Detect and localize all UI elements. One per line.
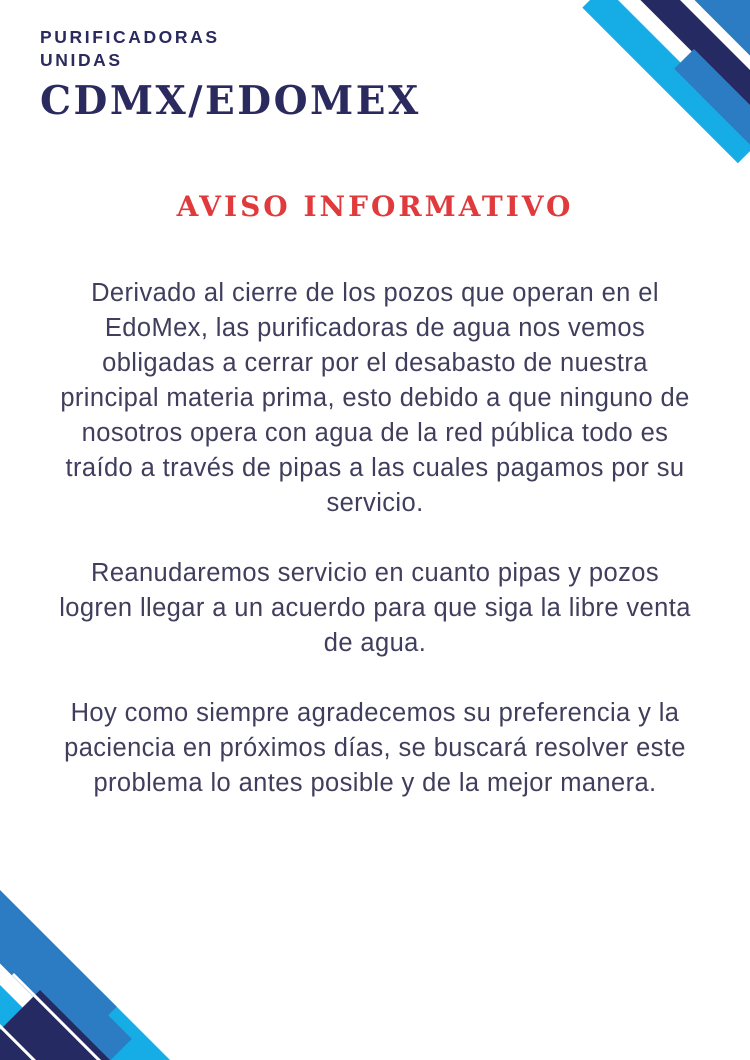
brand-header xyxy=(40,26,421,122)
notice-paragraph: Reanudaremos servicio en cuanto pipas y pozos logren llegar a un acuerdo para que siga la libre venta de agua. xyxy=(59,559,691,657)
notice-paragraph: Hoy como siempre agradecemos su preferencia y la paciencia en próximos días, se buscará resolver este problema lo antes posible y de la mejor manera. xyxy=(64,699,686,797)
brand-region: CDMX/EDOMEX xyxy=(40,78,421,124)
notice-body xyxy=(51,276,699,836)
notice-title: AVISO INFORMATIVO xyxy=(176,190,574,223)
brand-name-line1: PURIFICADORAS xyxy=(40,27,220,47)
brand-name-line2: UNIDAS xyxy=(40,50,123,70)
notice-paragraph: Derivado al cierre de los pozos que operan en el EdoMex, las purificadoras de agua nos vemos obligadas a cerrar por el desabasto de nuestra principal materia prima, esto debido a que ninguno de nosotros opera con agua de la red pública todo es traído a través de pipas a las cuales pagamos por su servicio. xyxy=(60,279,690,517)
